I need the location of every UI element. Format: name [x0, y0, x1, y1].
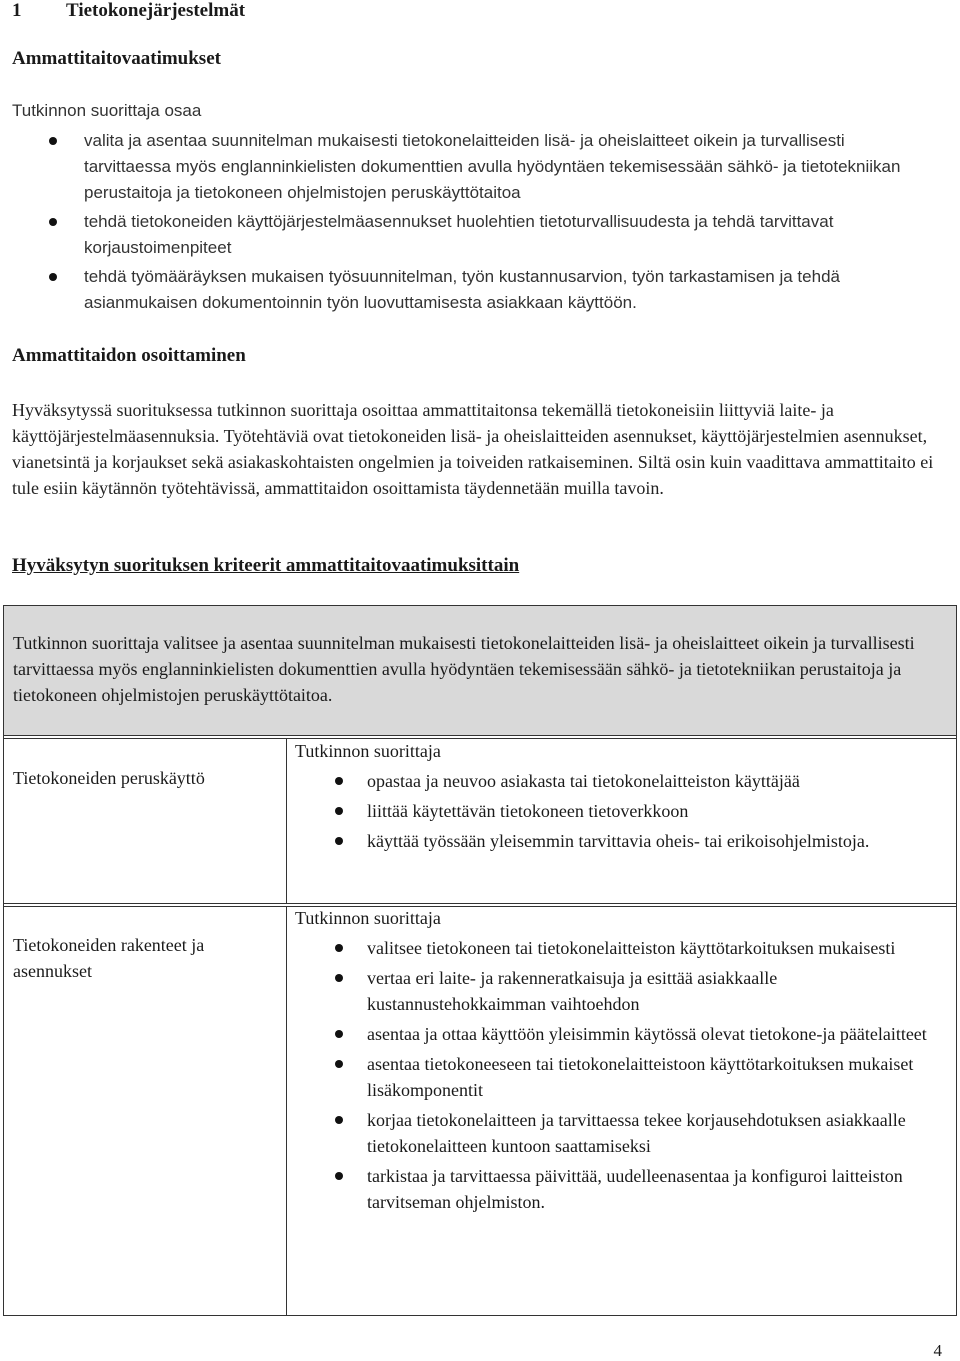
criteria-item: [295, 935, 945, 961]
criteria-topic: Tietokoneiden rakenteet ja asennukset: [13, 935, 205, 981]
page-number: 4: [933, 1341, 942, 1360]
criteria-row-1: [295, 738, 945, 858]
bullet-icon: [335, 807, 343, 815]
criteria-table: [3, 605, 957, 1316]
criteria-topic: Tietokoneiden peruskäyttö: [13, 768, 205, 788]
criteria-lead: Tutkinnon suorittaja: [295, 908, 441, 928]
bullet-icon: [335, 974, 343, 982]
criteria-list: [295, 768, 945, 854]
bullet-icon: [49, 218, 57, 226]
criteria-item: [295, 1021, 945, 1047]
requirement-text: valita ja asentaa suunnitelman mukaisesti tietokonelaitteiden lisä- ja oheislaitteet oikein ja turvallisesti tarvittaessa myös englanninkielisten dokumenttien avulla hyödyntäen tekemisessään sähkö- ja tietotekniikan perustaitoja ja tietokoneen ohjelmistojen peruskäyttötaitoa: [84, 131, 901, 202]
bullet-icon: [335, 944, 343, 952]
bullet-icon: [335, 1172, 343, 1180]
criteria-item: [295, 798, 945, 824]
criteria-item: [295, 1163, 945, 1215]
requirement-text: tehdä työmääräyksen mukaisen työsuunnitelman, työn kustannusarvion, työn tarkastamisen ja tehdä asianmukaisen dokumentoinnin työn luovuttamisesta asiakkaan käyttöön.: [84, 267, 840, 312]
criteria-item: [295, 1051, 945, 1103]
requirement-item: [12, 209, 912, 261]
bullet-icon: [335, 1060, 343, 1068]
criteria-banner: Tutkinnon suorittaja valitsee ja asentaa suunnitelman mukaisesti tietokonelaitteiden lisä- ja oheislaitteet oikein ja turvallisesti tarvittaessa myös englanninkielisten dokumenttien avulla hyödyntäen tekemisessään sähkö- ja tietotekniikan perustaitoja ja tietokoneen ohjelmistojen peruskäyttötaitoa.: [4, 606, 956, 736]
criteria-text: asentaa tietokoneeseen tai tietokonelaitteistoon käyttötarkoituksen mukaiset lisäkomponentit: [367, 1054, 914, 1100]
criteria-list: [295, 935, 945, 1215]
criteria-text: korjaa tietokonelaitteen ja tarvittaessa tekee korjausehdotuksen asiakkaalle tietokonelaitteen kuntoon saattamiseksi: [367, 1110, 906, 1156]
section-title: Tietokonejärjestelmät: [66, 0, 246, 21]
column-divider: [286, 738, 287, 903]
bullet-icon: [49, 273, 57, 281]
criteria-item: [295, 768, 945, 794]
criteria-text: valitsee tietokoneen tai tietokonelaitteiston käyttötarkoituksen mukaisesti: [367, 938, 896, 958]
criteria-text: opastaa ja neuvoo asiakasta tai tietokonelaitteiston käyttäjää: [367, 771, 800, 791]
requirement-text: tehdä tietokoneiden käyttöjärjestelmäasennukset huolehtien tietoturvallisuudesta ja tehdä tarvittavat korjaustoimenpiteet: [84, 212, 834, 257]
requirements-intro: Tutkinnon suorittaja osaa: [12, 101, 202, 120]
criteria-item: [295, 828, 945, 854]
section-number: 1: [12, 0, 22, 21]
criteria-heading: Hyväksytyn suorituksen kriteerit ammattitaitovaatimuksittain: [12, 555, 520, 576]
bullet-icon: [335, 1030, 343, 1038]
criteria-text: asentaa ja ottaa käyttöön yleisimmin käytössä olevat tietokone-ja päätelaitteet: [367, 1024, 927, 1044]
criteria-row-2: [295, 905, 945, 1219]
criteria-text: liittää käytettävän tietokoneen tietoverkkoon: [367, 801, 689, 821]
bullet-icon: [335, 837, 343, 845]
column-divider: [286, 906, 287, 1316]
bullet-icon: [335, 777, 343, 785]
requirement-item: [12, 128, 912, 206]
criteria-item: [295, 1107, 945, 1159]
bullet-icon: [49, 137, 57, 145]
criteria-text: tarkistaa ja tarvittaessa päivittää, uudelleenasentaa ja konfiguroi laitteiston tarvitseman ohjelmiston.: [367, 1166, 903, 1212]
criteria-text: käyttää työssään yleisemmin tarvittavia oheis- tai erikoisohjelmistoja.: [367, 831, 870, 851]
demonstration-heading: Ammattitaidon osoittaminen: [12, 345, 246, 366]
requirements-list: [12, 128, 912, 319]
requirements-heading: Ammattitaitovaatimukset: [12, 48, 221, 69]
criteria-item: [295, 965, 945, 1017]
requirement-item: [12, 264, 912, 316]
demonstration-paragraph: Hyväksytyssä suorituksessa tutkinnon suorittaja osoittaa ammattitaitonsa tekemällä tietokoneisiin liittyviä laite- ja käyttöjärjestelmäasennuksia. Työtehtäviä ovat tietokoneiden lisä- ja oheislaitteiden asennukset, käyttöjärjestelmien asennukset, vianetsintä ja korjaukset sekä asiakaskohtaisten ongelmien ja toiveiden ratkaiseminen. Siltä osin kuin vaadittava ammattitaito ei tule esiin käytännön työtehtävissä, ammattitaidon osoittamista täydennetään muilla tavoin.: [12, 400, 934, 498]
criteria-text: vertaa eri laite- ja rakenneratkaisuja ja esittää asiakkaalle kustannustehokkaimman vaihtoehdon: [367, 968, 778, 1014]
bullet-icon: [335, 1116, 343, 1124]
criteria-lead: Tutkinnon suorittaja: [295, 741, 441, 761]
table-divider: [4, 903, 956, 904]
